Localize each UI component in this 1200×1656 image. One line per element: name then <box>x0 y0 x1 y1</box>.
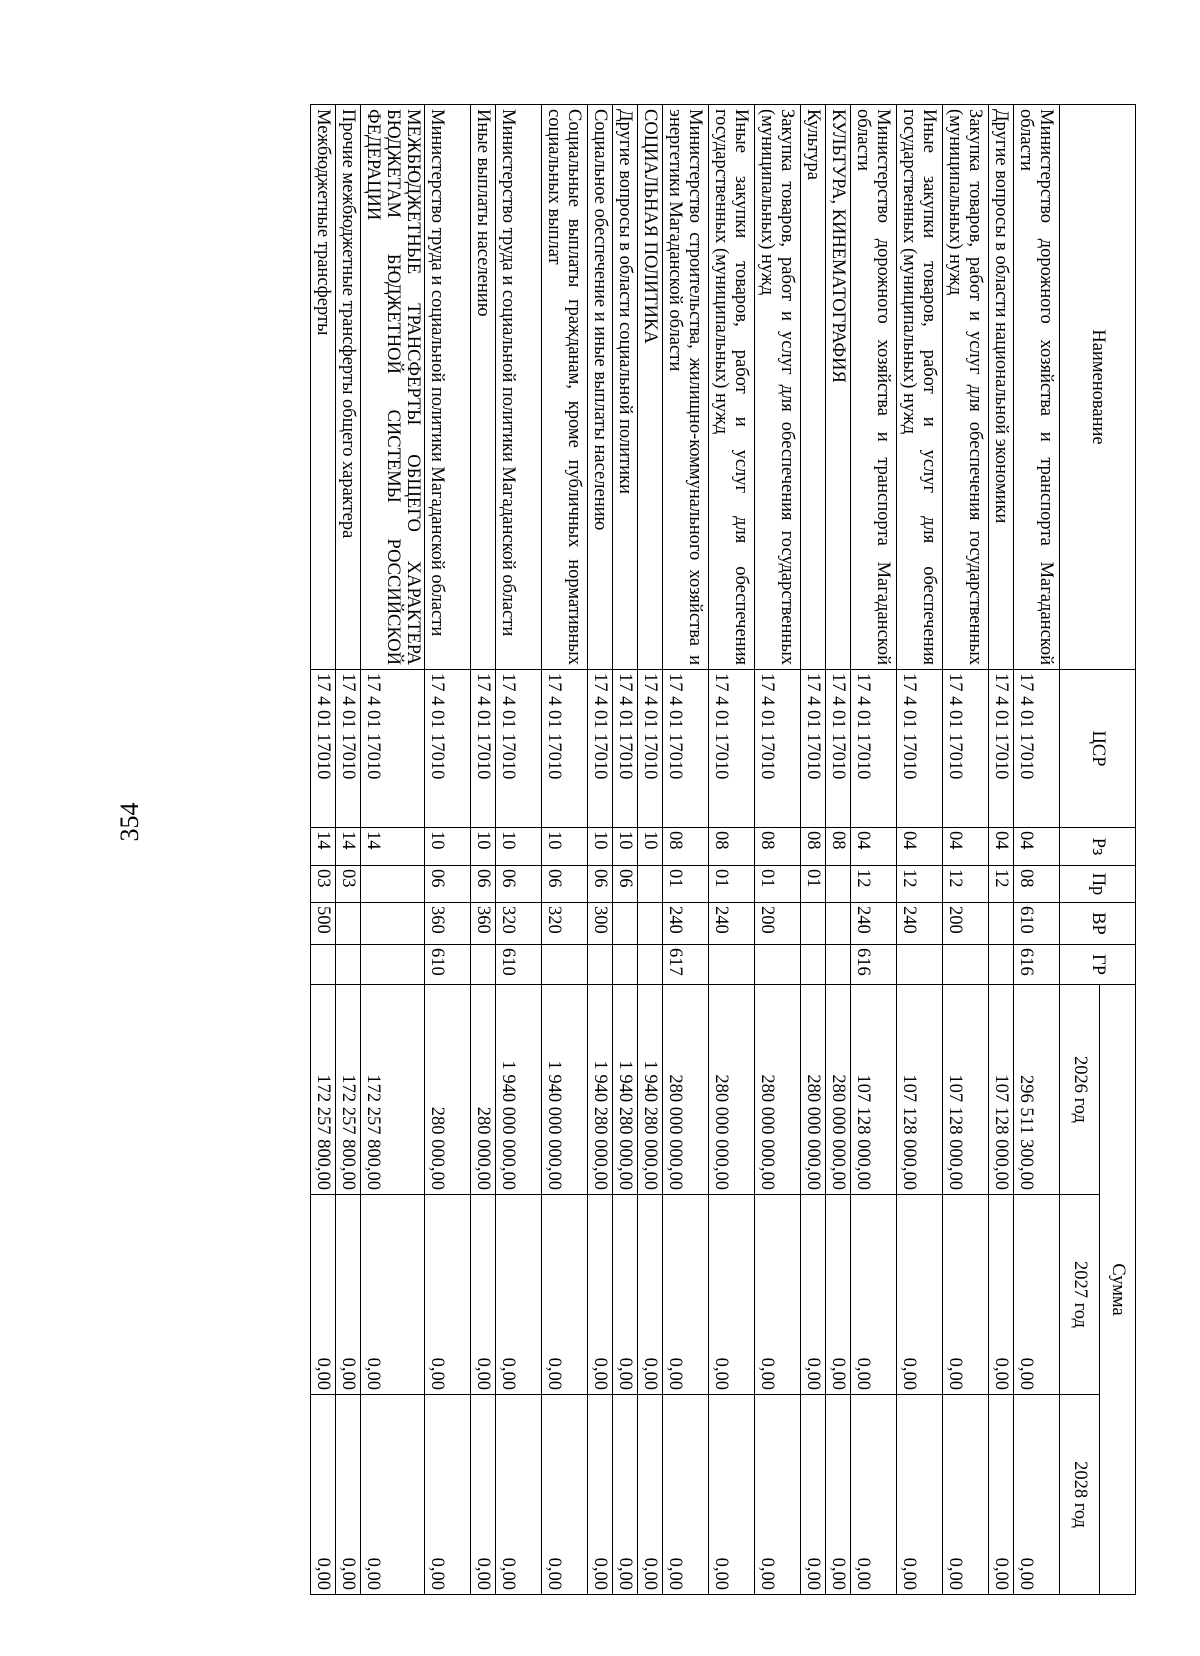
row-2028: 0,00 <box>361 1395 425 1595</box>
table-row <box>801 105 826 1595</box>
row-vr <box>638 903 663 945</box>
table-row <box>542 105 588 1595</box>
row-2028: 0,00 <box>943 1395 989 1595</box>
table-row <box>425 105 471 1595</box>
row-pr: 03 <box>311 866 336 903</box>
row-vr: 610 <box>1014 903 1060 945</box>
row-2028: 0,00 <box>709 1395 755 1595</box>
table-header <box>1060 105 1136 1595</box>
row-pr: 06 <box>613 866 638 903</box>
row-2028: 0,00 <box>542 1395 588 1595</box>
row-2026: 280 000,00 <box>425 985 471 1195</box>
row-2026: 172 257 800,00 <box>336 985 361 1195</box>
row-2026: 280 000 000,00 <box>755 985 801 1195</box>
row-csr: 17 4 01 17010 <box>542 670 588 828</box>
row-2028: 0,00 <box>471 1395 496 1595</box>
row-name: Иные закупки товаров, работ и услуг для обеспечения государственных (муниципальных) нужд <box>709 105 755 670</box>
row-2028: 0,00 <box>425 1395 471 1595</box>
row-2026: 1 940 280 000,00 <box>588 985 613 1195</box>
table-row <box>588 105 613 1595</box>
row-2027: 0,00 <box>709 1195 755 1395</box>
row-name: МЕЖБЮДЖЕТНЫЕ ТРАНСФЕРТЫ ОБЩЕГО ХАРАКТЕРА БЮДЖЕТАМ БЮДЖЕТНОЙ СИСТЕМЫ РОССИЙСКОЙ ФЕДЕРАЦИИ <box>361 105 425 670</box>
row-name: Министерство дорожного хозяйства и транспорта Магаданской области <box>851 105 897 670</box>
row-vr: 360 <box>425 903 471 945</box>
row-csr: 17 4 01 17010 <box>361 670 425 828</box>
row-2027: 0,00 <box>613 1195 638 1395</box>
row-rz: 08 <box>826 828 851 866</box>
row-2026: 172 257 800,00 <box>361 985 425 1195</box>
row-2028: 0,00 <box>613 1395 638 1595</box>
row-vr: 200 <box>943 903 989 945</box>
row-rz: 10 <box>425 828 471 866</box>
row-vr: 300 <box>588 903 613 945</box>
table-row <box>709 105 755 1595</box>
row-vr <box>613 903 638 945</box>
row-2028: 0,00 <box>801 1395 826 1595</box>
row-vr <box>826 903 851 945</box>
row-csr: 17 4 01 17010 <box>989 670 1014 828</box>
row-pr: 06 <box>425 866 471 903</box>
row-2028: 0,00 <box>1014 1395 1060 1595</box>
row-pr <box>361 866 425 903</box>
table-row <box>613 105 638 1595</box>
row-csr: 17 4 01 17010 <box>311 670 336 828</box>
header-pr: Пр <box>1060 866 1136 903</box>
row-2026: 296 511 300,00 <box>1014 985 1060 1195</box>
row-rz: 10 <box>613 828 638 866</box>
row-name: Закупка товаров, работ и услуг для обеспечения государственных (муниципальных) нужд <box>755 105 801 670</box>
row-rz: 04 <box>943 828 989 866</box>
row-2026: 1 940 280 000,00 <box>613 985 638 1195</box>
row-gr <box>801 945 826 985</box>
row-2028: 0,00 <box>663 1395 709 1595</box>
row-name: Культура <box>801 105 826 670</box>
row-2028: 0,00 <box>336 1395 361 1595</box>
row-vr: 360 <box>471 903 496 945</box>
row-2026: 280 000 000,00 <box>801 985 826 1195</box>
row-2027: 0,00 <box>361 1195 425 1395</box>
row-rz: 08 <box>755 828 801 866</box>
table-row <box>336 105 361 1595</box>
row-2028: 0,00 <box>897 1395 943 1595</box>
row-rz: 04 <box>851 828 897 866</box>
table-row <box>471 105 496 1595</box>
row-pr: 06 <box>588 866 613 903</box>
header-csr: ЦСР <box>1060 670 1136 828</box>
row-2028: 0,00 <box>989 1395 1014 1595</box>
table-row <box>826 105 851 1595</box>
row-gr: 610 <box>425 945 471 985</box>
header-2027: 2027 год <box>1060 1195 1100 1395</box>
row-rz: 14 <box>361 828 425 866</box>
row-2026: 280 000,00 <box>471 985 496 1195</box>
row-csr: 17 4 01 17010 <box>613 670 638 828</box>
row-2027: 0,00 <box>663 1195 709 1395</box>
row-2026: 1 940 280 000,00 <box>638 985 663 1195</box>
row-gr <box>638 945 663 985</box>
row-2027: 0,00 <box>826 1195 851 1395</box>
row-csr: 17 4 01 17010 <box>851 670 897 828</box>
row-2028: 0,00 <box>496 1395 542 1595</box>
row-vr <box>989 903 1014 945</box>
row-csr: 17 4 01 17010 <box>663 670 709 828</box>
row-name: Закупка товаров, работ и услуг для обеспечения государственных (муниципальных) нужд <box>943 105 989 670</box>
table-row <box>897 105 943 1595</box>
row-vr: 500 <box>311 903 336 945</box>
row-2027: 0,00 <box>496 1195 542 1395</box>
header-vr: ВР <box>1060 903 1136 945</box>
row-pr: 12 <box>851 866 897 903</box>
row-csr: 17 4 01 17010 <box>943 670 989 828</box>
row-2028: 0,00 <box>638 1395 663 1595</box>
row-name: Прочие межбюджетные трансферты общего характера <box>336 105 361 670</box>
row-name: Социальные выплаты гражданам, кроме публичных нормативных социальных выплат <box>542 105 588 670</box>
table-row <box>311 105 336 1595</box>
row-gr: 617 <box>663 945 709 985</box>
row-pr <box>638 866 663 903</box>
row-name: Иные закупки товаров, работ и услуг для обеспечения государственных (муниципальных) нужд <box>897 105 943 670</box>
row-2027: 0,00 <box>425 1195 471 1395</box>
row-pr: 12 <box>943 866 989 903</box>
row-gr <box>311 945 336 985</box>
row-gr <box>542 945 588 985</box>
row-pr: 12 <box>897 866 943 903</box>
row-csr: 17 4 01 17010 <box>1014 670 1060 828</box>
row-pr: 01 <box>755 866 801 903</box>
row-csr: 17 4 01 17010 <box>425 670 471 828</box>
row-csr: 17 4 01 17010 <box>471 670 496 828</box>
row-name: Иные выплаты населению <box>471 105 496 670</box>
row-pr: 06 <box>471 866 496 903</box>
row-name: Министерство строительства, жилищно-коммунального хозяйства и энергетики Магаданской области <box>663 105 709 670</box>
row-2028: 0,00 <box>588 1395 613 1595</box>
row-gr <box>588 945 613 985</box>
row-vr: 240 <box>709 903 755 945</box>
row-2026: 1 940 000 000,00 <box>542 985 588 1195</box>
row-2027: 0,00 <box>311 1195 336 1395</box>
row-2027: 0,00 <box>1014 1195 1060 1395</box>
row-gr <box>755 945 801 985</box>
row-name: Министерство дорожного хозяйства и транспорта Магаданской области <box>1014 105 1060 670</box>
row-vr <box>361 903 425 945</box>
row-2026: 1 940 000 000,00 <box>496 985 542 1195</box>
row-gr <box>989 945 1014 985</box>
row-rz: 04 <box>989 828 1014 866</box>
row-2026: 107 128 000,00 <box>989 985 1014 1195</box>
row-vr <box>801 903 826 945</box>
row-2027: 0,00 <box>638 1195 663 1395</box>
row-2027: 0,00 <box>542 1195 588 1395</box>
budget-table <box>310 104 1136 1595</box>
row-gr <box>613 945 638 985</box>
row-2026: 280 000 000,00 <box>826 985 851 1195</box>
row-2026: 107 128 000,00 <box>897 985 943 1195</box>
row-2028: 0,00 <box>826 1395 851 1595</box>
row-name: КУЛЬТУРА, КИНЕМАТОГРАФИЯ <box>826 105 851 670</box>
table-row <box>663 105 709 1595</box>
row-gr: 616 <box>851 945 897 985</box>
row-rz: 08 <box>663 828 709 866</box>
table-row <box>943 105 989 1595</box>
row-2026: 172 257 800,00 <box>311 985 336 1195</box>
row-pr: 08 <box>1014 866 1060 903</box>
header-name: Наименование <box>1060 105 1136 670</box>
row-gr <box>943 945 989 985</box>
table-row <box>755 105 801 1595</box>
row-rz: 10 <box>588 828 613 866</box>
row-name: Другие вопросы в области национальной экономики <box>989 105 1014 670</box>
row-gr: 610 <box>496 945 542 985</box>
row-csr: 17 4 01 17010 <box>897 670 943 828</box>
row-csr: 17 4 01 17010 <box>826 670 851 828</box>
row-csr: 17 4 01 17010 <box>496 670 542 828</box>
row-rz: 10 <box>542 828 588 866</box>
row-2027: 0,00 <box>588 1195 613 1395</box>
row-2028: 0,00 <box>755 1395 801 1595</box>
row-2027: 0,00 <box>471 1195 496 1395</box>
row-pr: 12 <box>989 866 1014 903</box>
row-rz: 10 <box>471 828 496 866</box>
row-2027: 0,00 <box>897 1195 943 1395</box>
table-row <box>496 105 542 1595</box>
row-2026: 107 128 000,00 <box>851 985 897 1195</box>
row-gr <box>897 945 943 985</box>
row-gr <box>471 945 496 985</box>
table-body <box>311 105 1060 1595</box>
row-pr: 06 <box>496 866 542 903</box>
row-csr: 17 4 01 17010 <box>638 670 663 828</box>
row-rz: 10 <box>638 828 663 866</box>
row-name: Социальное обеспечение и иные выплаты населению <box>588 105 613 670</box>
row-gr <box>826 945 851 985</box>
row-csr: 17 4 01 17010 <box>588 670 613 828</box>
row-2027: 0,00 <box>801 1195 826 1395</box>
row-pr: 01 <box>663 866 709 903</box>
row-pr: 01 <box>801 866 826 903</box>
table-row <box>638 105 663 1595</box>
row-2027: 0,00 <box>989 1195 1014 1395</box>
row-2027: 0,00 <box>943 1195 989 1395</box>
row-csr: 17 4 01 17010 <box>336 670 361 828</box>
table-row <box>989 105 1014 1595</box>
row-name: Министерство труда и социальной политики Магаданской области <box>425 105 471 670</box>
row-csr: 17 4 01 17010 <box>801 670 826 828</box>
row-vr: 240 <box>897 903 943 945</box>
row-2026: 280 000 000,00 <box>663 985 709 1195</box>
row-2027: 0,00 <box>336 1195 361 1395</box>
row-vr: 240 <box>663 903 709 945</box>
row-vr: 320 <box>542 903 588 945</box>
row-2026: 280 000 000,00 <box>709 985 755 1195</box>
row-2027: 0,00 <box>851 1195 897 1395</box>
page-number: 354 <box>115 802 144 842</box>
row-2026: 107 128 000,00 <box>943 985 989 1195</box>
row-rz: 04 <box>1014 828 1060 866</box>
header-2026: 2026 год <box>1060 985 1100 1195</box>
header-sum: Сумма <box>1100 985 1136 1595</box>
row-gr <box>709 945 755 985</box>
table-row <box>361 105 425 1595</box>
row-gr: 616 <box>1014 945 1060 985</box>
row-pr: 01 <box>709 866 755 903</box>
row-vr: 240 <box>851 903 897 945</box>
row-vr: 320 <box>496 903 542 945</box>
row-vr <box>336 903 361 945</box>
row-rz: 08 <box>709 828 755 866</box>
table-row <box>1014 105 1060 1595</box>
row-csr: 17 4 01 17010 <box>755 670 801 828</box>
row-csr: 17 4 01 17010 <box>709 670 755 828</box>
header-rz: Рз <box>1060 828 1136 866</box>
row-gr <box>361 945 425 985</box>
row-pr: 06 <box>542 866 588 903</box>
row-vr: 200 <box>755 903 801 945</box>
row-gr <box>336 945 361 985</box>
row-rz: 14 <box>336 828 361 866</box>
header-gr: ГР <box>1060 945 1136 985</box>
row-rz: 14 <box>311 828 336 866</box>
row-rz: 10 <box>496 828 542 866</box>
row-pr <box>826 866 851 903</box>
header-2028: 2028 год <box>1060 1395 1100 1595</box>
row-rz: 04 <box>897 828 943 866</box>
budget-table-container <box>185 104 1136 1594</box>
row-name: СОЦИАЛЬНАЯ ПОЛИТИКА <box>638 105 663 670</box>
row-rz: 08 <box>801 828 826 866</box>
table-row <box>851 105 897 1595</box>
row-name: Министерство труда и социальной политики Магаданской области <box>496 105 542 670</box>
row-name: Другие вопросы в области социальной политики <box>613 105 638 670</box>
row-2028: 0,00 <box>851 1395 897 1595</box>
row-2028: 0,00 <box>311 1395 336 1595</box>
row-pr: 03 <box>336 866 361 903</box>
row-name: Межбюджетные трансферты <box>311 105 336 670</box>
row-2027: 0,00 <box>755 1195 801 1395</box>
